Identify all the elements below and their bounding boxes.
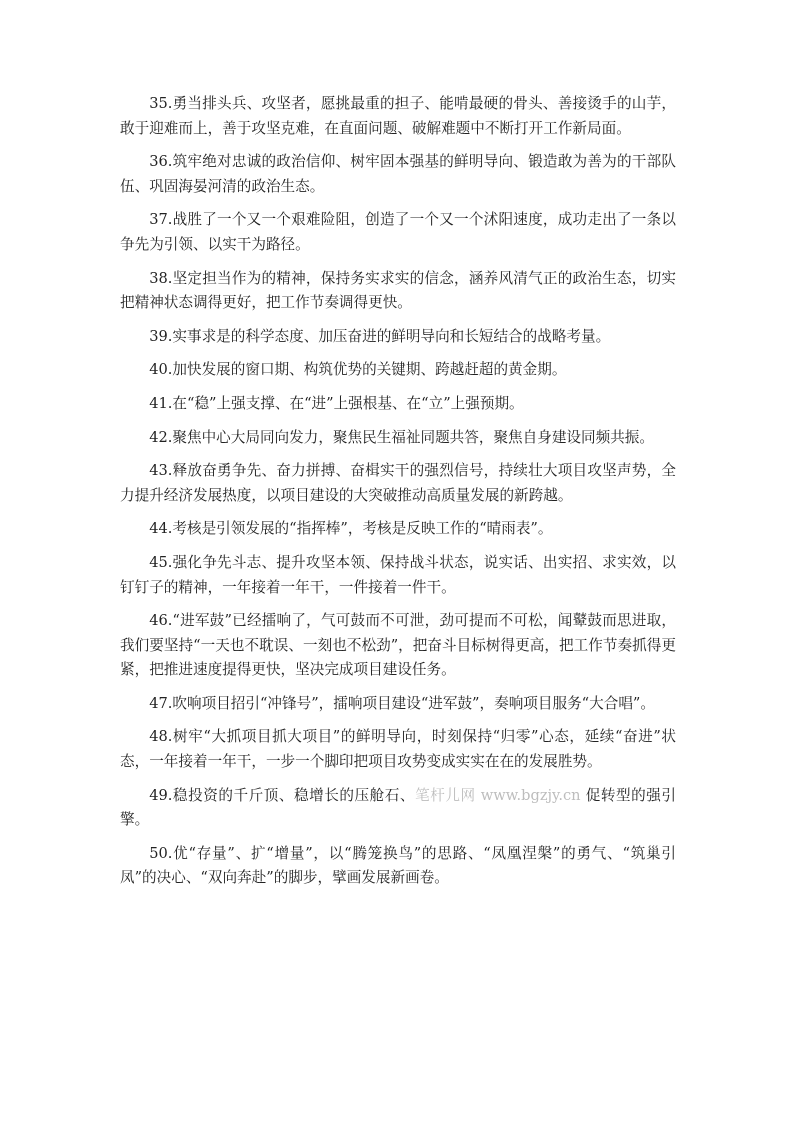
paragraph-38: 38.坚定担当作为的精神，保持务实求实的信念，涵养风清气正的政治生态，切实把精神状态调得更好，把工作节奏调得更快。 [120, 269, 676, 312]
paragraph-46: 46.“进军鼓”已经擂响了，气可鼓而不可泄，劲可提而不可松，闻鼙鼓而思进取，我们要坚持“一天也不耽误、一刻也不松劲”，把奋斗目标树得更高，把工作节奏抓得更紧，把推进速度提得更快，坚决完成项目建设任务。 [120, 612, 676, 679]
paragraph-50: 50.优“存量”、扩“增量”，以“腾笼换鸟”的思路、“凤凰涅槃”的勇气、“筑巢引凤”的决心、“双向奔赴”的脚步，擘画发展新画卷。 [120, 844, 676, 887]
paragraph-35: 35.勇当排头兵、攻坚者，愿挑最重的担子、能啃最硬的骨头、善接烫手的山芋，敢于迎难而上，善于攻坚克难，在直面问题、破解难题中不断打开工作新局面。 [120, 95, 676, 137]
document-body [120, 92, 676, 900]
paragraph-49-text-before: 49.稳投资的千斤顶、稳增长的压舱石、 [149, 786, 416, 804]
paragraph-41: 41.在“稳”上强支撑、在“进”上强根基、在“立”上强预期。 [149, 394, 524, 412]
paragraph-40: 40.加快发展的窗口期、构筑优势的关键期、跨越赶超的黄金期。 [149, 361, 567, 379]
watermark-text: 笔杆儿网 www.bgzjy.cn [415, 786, 581, 804]
paragraph-47: 47.吹响项目招引“冲锋号”，擂响项目建设“进军鼓”，奏响项目服务“大合唱”。 [149, 694, 655, 712]
paragraph-39: 39.实事求是的科学态度、加压奋进的鲜明导向和长短结合的战略考量。 [149, 327, 611, 345]
paragraph-49-text-after: 促转型的强引擎。 [120, 786, 677, 829]
paragraph-45: 45.强化争先斗志、提升攻坚本领、保持战斗状态，说实话、出实招、求实效，以钉钉子的精神，一年接着一年干，一件接着一件干。 [120, 553, 676, 596]
paragraph-43: 43.释放奋勇争先、奋力拼搏、奋楫实干的强烈信号，持续壮大项目攻坚声势，全力提升经济发展热度，以项目建设的大突破推动高质量发展的新跨越。 [120, 462, 676, 504]
paragraph-37: 37.战胜了一个又一个艰难险阻，创造了一个又一个沭阳速度，成功走出了一条以争先为引领、以实干为路径。 [120, 211, 676, 253]
paragraph-49 [120, 784, 676, 833]
paragraph-36: 36.筑牢绝对忠诚的政治信仰、树牢固本强基的鲜明导向、锻造敢为善为的干部队伍、巩固海晏河清的政治生态。 [120, 153, 676, 195]
paragraph-48: 48.树牢“大抓项目抓大项目”的鲜明导向，时刻保持“归零”心态，延续“奋进”状态，一年接着一年干，一步一个脚印把项目攻势变成实实在在的发展胜势。 [120, 728, 676, 771]
paragraph-42: 42.聚焦中心大局同向发力，聚焦民生福祉同题共答，聚焦自身建设同频共振。 [149, 428, 654, 446]
paragraph-44: 44.考核是引领发展的“指挥棒”，考核是反映工作的“晴雨表”。 [149, 520, 553, 538]
